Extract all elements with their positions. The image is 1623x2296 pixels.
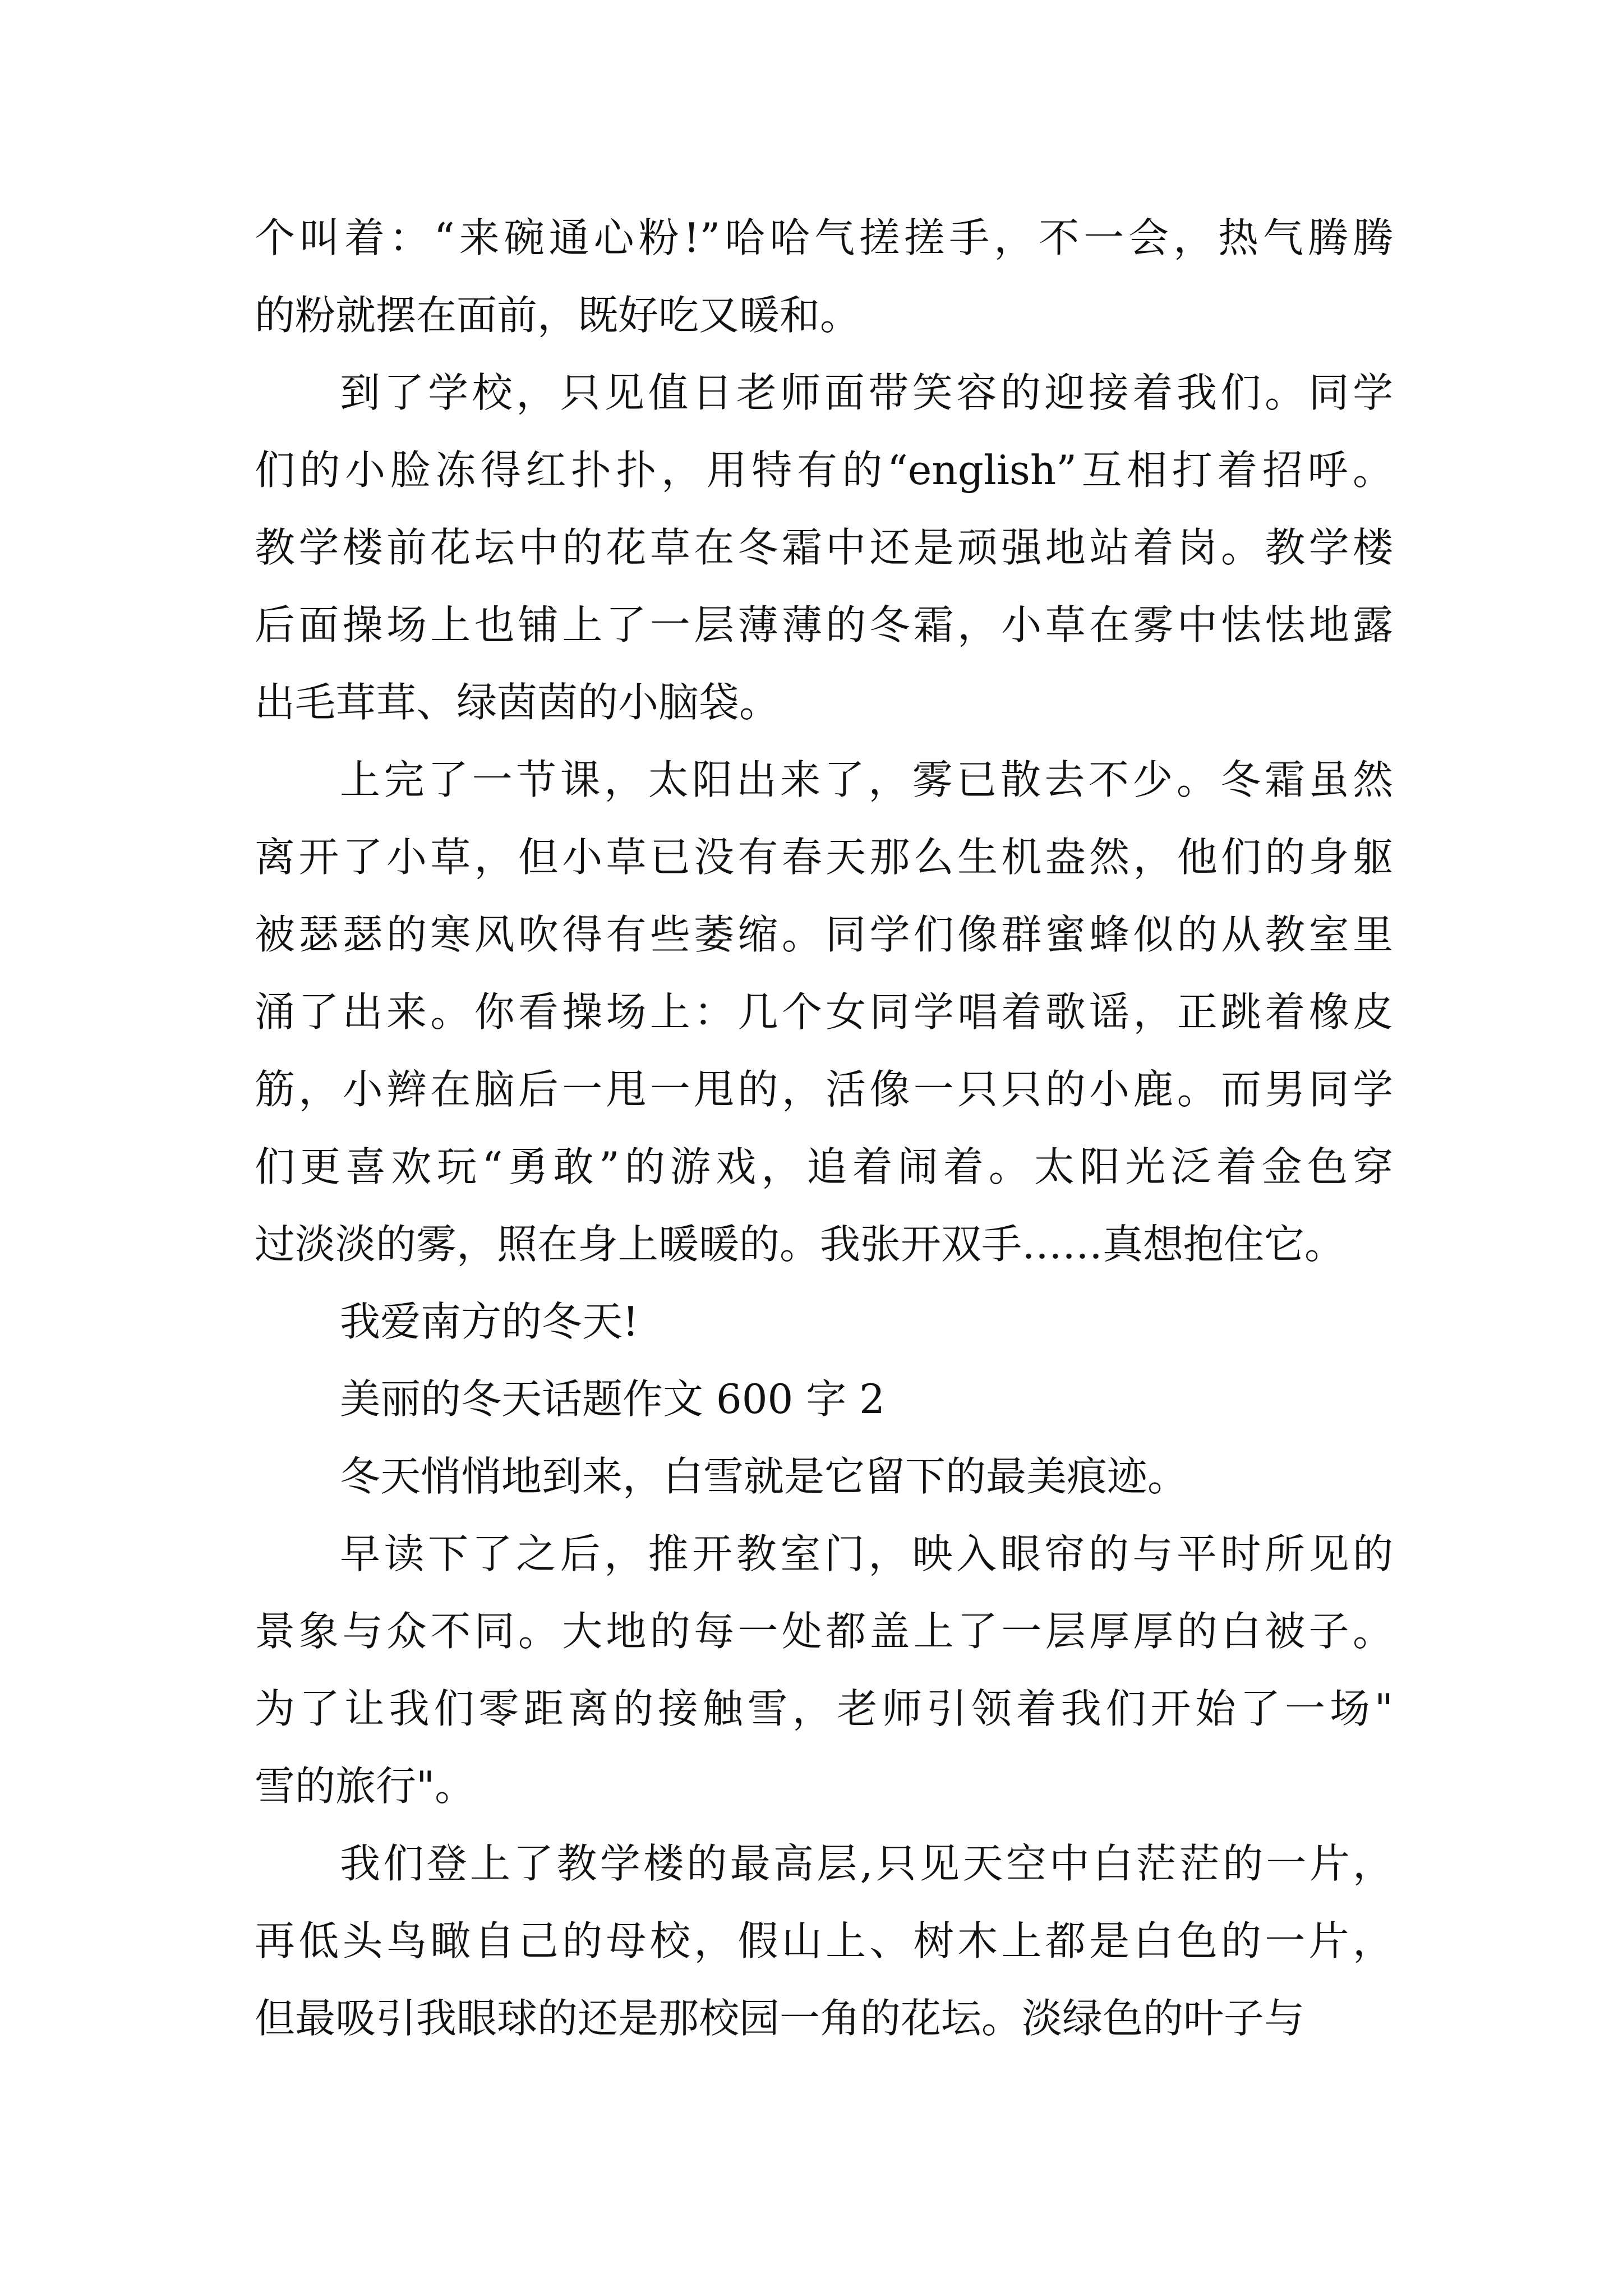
paragraph bbox=[255, 1515, 1393, 1825]
text-line: 后面操场上也铺上了一层薄薄的冬霜，小草在雾中怯怯地露 bbox=[255, 601, 1393, 648]
text-line: 雪的旅行"。 bbox=[255, 1763, 476, 1810]
paragraph bbox=[255, 1438, 1393, 1515]
paragraph bbox=[255, 1283, 1393, 1360]
text-line: 们更喜欢玩“勇敢”的游戏，追着闹着。太阳光泛着金色穿 bbox=[255, 1143, 1393, 1190]
text-line: 被瑟瑟的寒风吹得有些萎缩。同学们像群蜜蜂似的从教室里 bbox=[255, 911, 1393, 958]
text-line: 景象与众不同。大地的每一处都盖上了一层厚厚的白被子。 bbox=[255, 1608, 1393, 1655]
text-line: 冬天悄悄地到来，白雪就是它留下的最美痕迹。 bbox=[340, 1453, 1188, 1500]
text-line: 上完了一节课，太阳出来了，雾已散去不少。冬霜虽然 bbox=[340, 756, 1393, 803]
paragraph bbox=[255, 199, 1393, 354]
text-line: 出毛茸茸、绿茵茵的小脑袋。 bbox=[255, 679, 780, 726]
text-line: 筋，小辫在脑后一甩一甩的，活像一只只的小鹿。而男同学 bbox=[255, 1066, 1393, 1113]
essay-body bbox=[255, 199, 1393, 2057]
text-line: 早读下了之后，推开教室门，映入眼帘的与平时所见的 bbox=[340, 1530, 1393, 1577]
text-line: 到了学校，只见值日老师面带笑容的迎接着我们。同学 bbox=[340, 369, 1393, 416]
paragraph bbox=[255, 741, 1393, 1283]
text-line: 过淡淡的雾，照在身上暖暖的。我张开双手……真想抱住它。 bbox=[255, 1221, 1345, 1268]
paragraph bbox=[255, 354, 1393, 741]
text-line: 但最吸引我眼球的还是那校园一角的花坛。淡绿色的叶子与 bbox=[255, 1995, 1305, 2042]
paragraph bbox=[255, 1825, 1393, 2057]
text-line: 教学楼前花坛中的花草在冬霜中还是顽强地站着岗。教学楼 bbox=[255, 524, 1393, 571]
paragraph bbox=[255, 1360, 1393, 1438]
text-line: 为了让我们零距离的接触雪，老师引领着我们开始了一场" bbox=[255, 1685, 1393, 1732]
text-line: 美丽的冬天话题作文 600 字 2 bbox=[340, 1375, 885, 1423]
text-line: 涌了出来。你看操场上：几个女同学唱着歌谣，正跳着橡皮 bbox=[255, 988, 1393, 1036]
text-line: 我们登上了教学楼的最高层,只见天空中白茫茫的一片， bbox=[340, 1840, 1393, 1887]
text-line: 再低头鸟瞰自己的母校，假山上、树木上都是白色的一片， bbox=[255, 1917, 1393, 1964]
text-line: 离开了小草，但小草已没有春天那么生机盎然，他们的身躯 bbox=[255, 834, 1393, 881]
text-line: 我爱南方的冬天! bbox=[340, 1298, 639, 1345]
text-line: 个叫着：“来碗通心粉!”哈哈气搓搓手，不一会，热气腾腾 bbox=[255, 214, 1393, 261]
text-line: 们的小脸冻得红扑扑，用特有的“english”互相打着招呼。 bbox=[255, 447, 1393, 494]
text-line: 的粉就摆在面前，既好吃又暖和。 bbox=[255, 292, 861, 339]
